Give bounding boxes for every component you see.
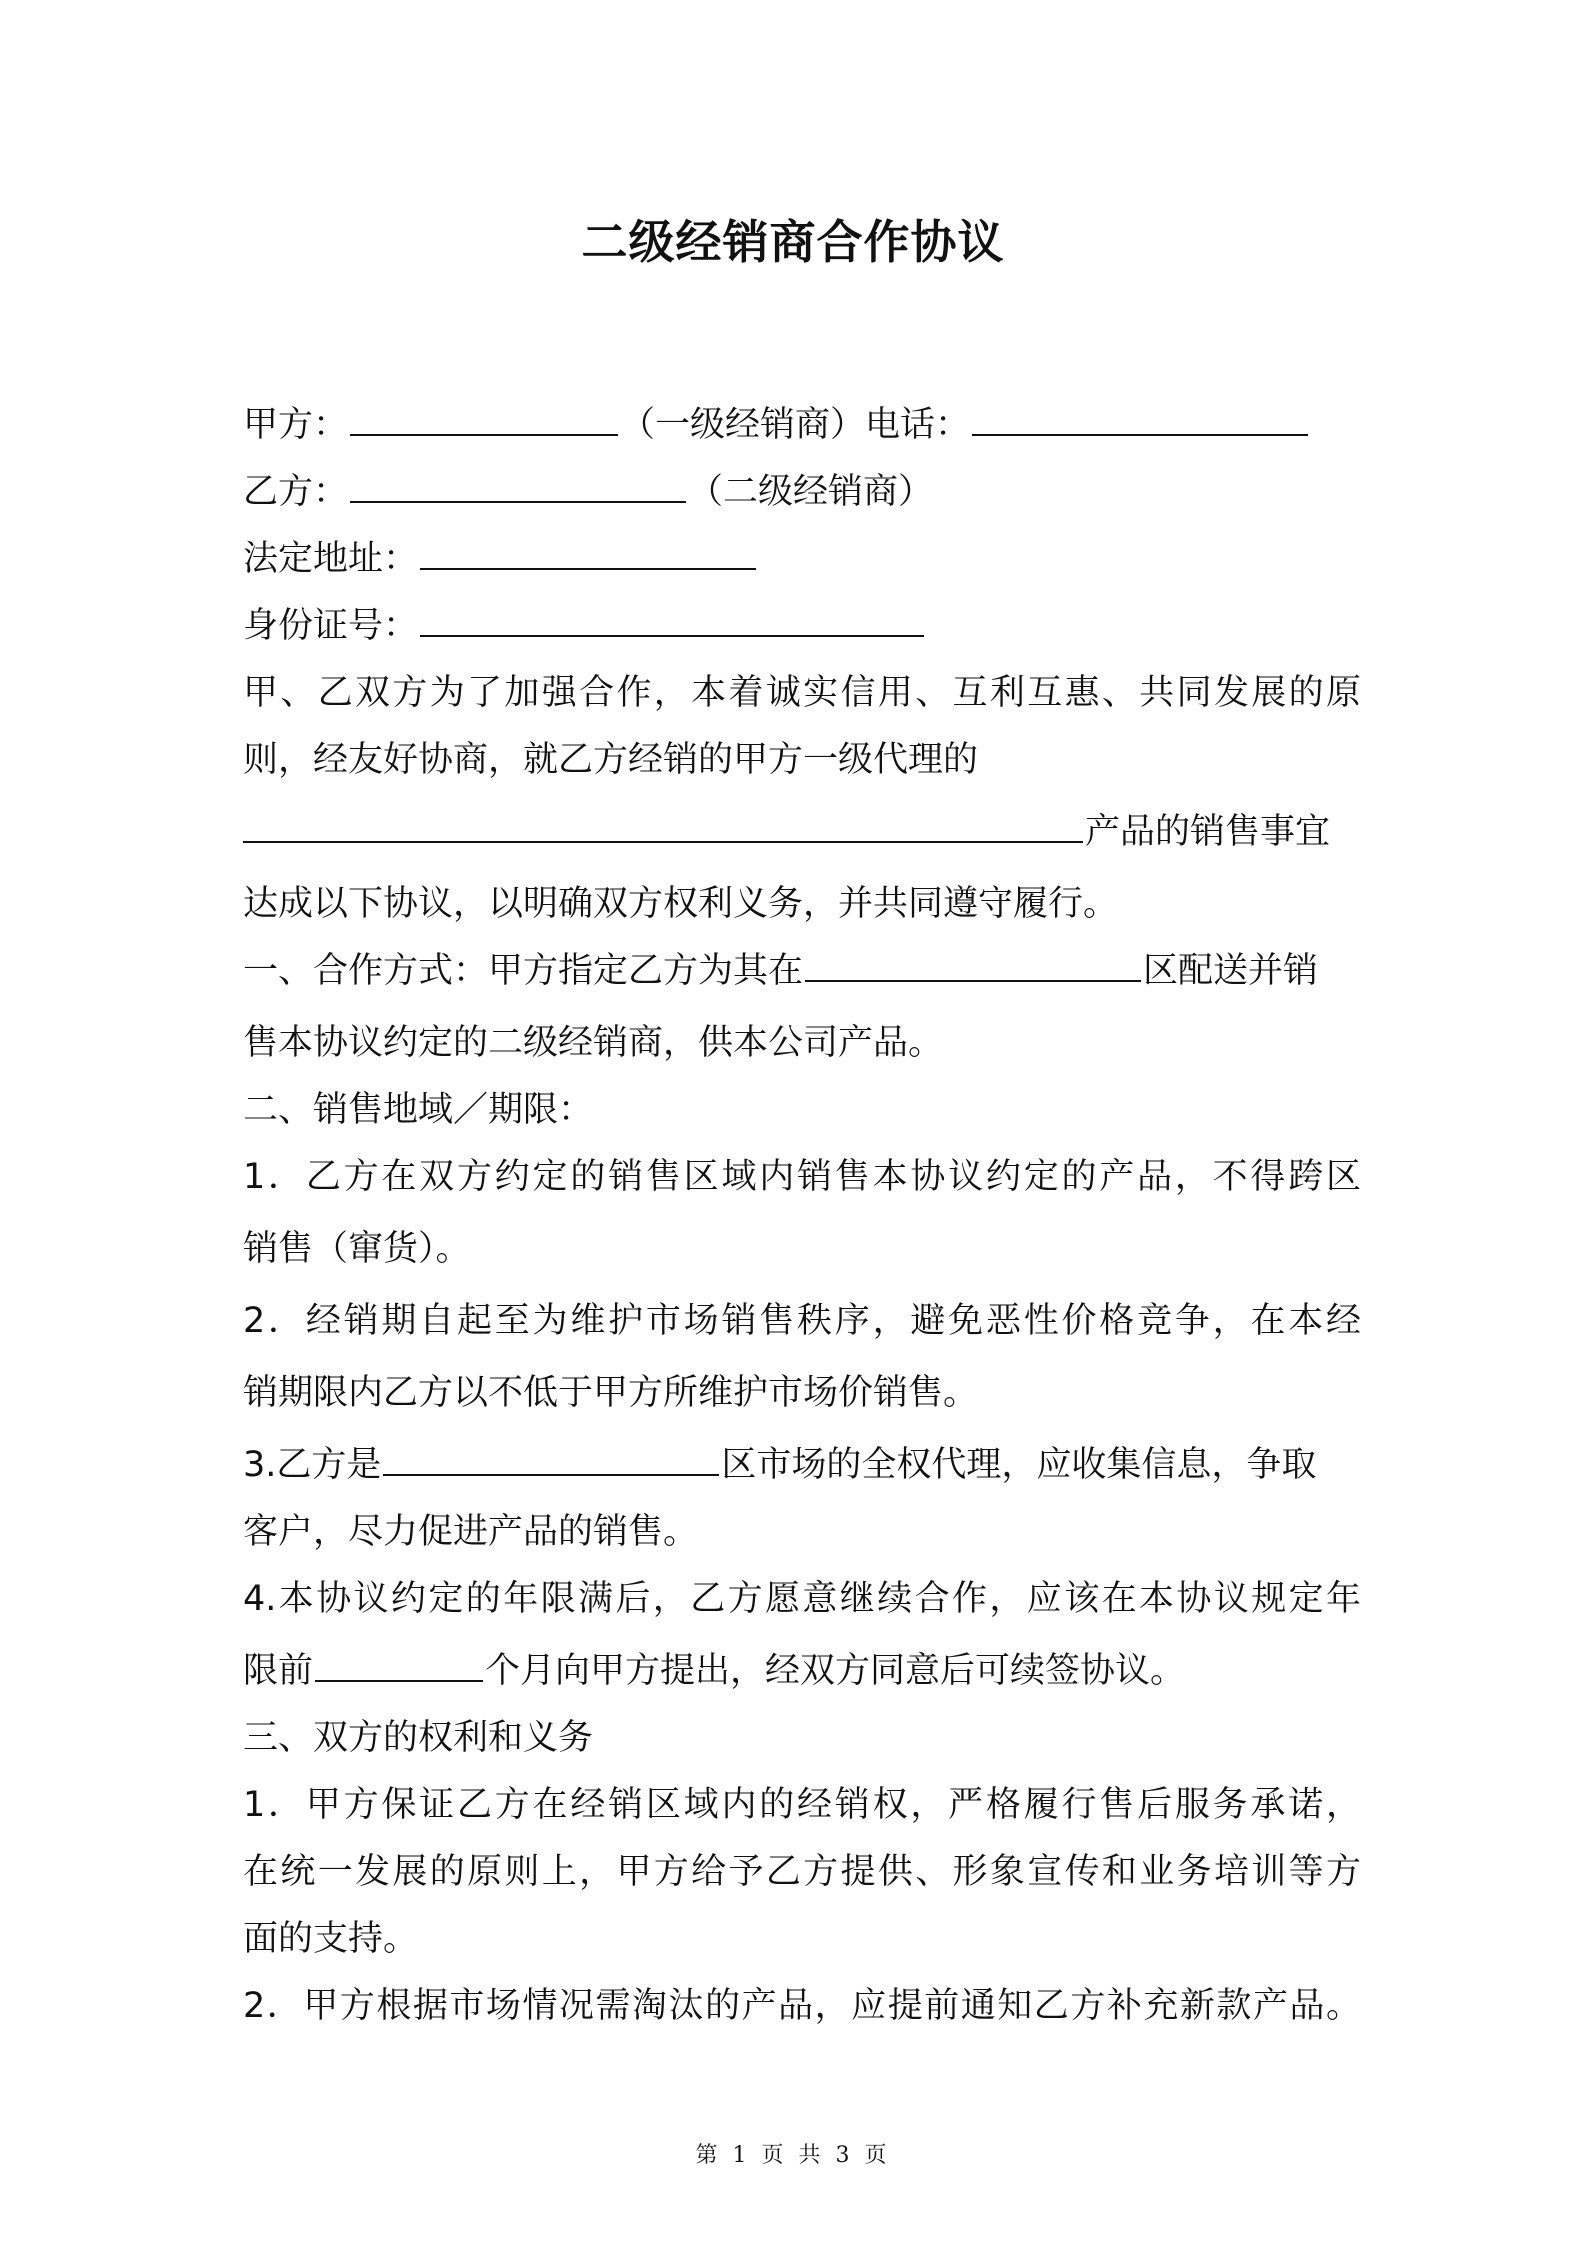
section2-item4-text1: 4.本协议约定的年限满后，乙方愿意继续合作，应该在本协议规定年 bbox=[243, 1579, 1361, 1619]
section2-item1-line2 bbox=[243, 1216, 1361, 1288]
section3-item1-line2 bbox=[243, 1839, 1361, 1906]
section2-item4-line2 bbox=[243, 1638, 1361, 1705]
legal-address-label: 法定地址： bbox=[243, 539, 419, 579]
party-a-name-blank bbox=[350, 398, 618, 436]
section2-item1-line1 bbox=[243, 1144, 1361, 1216]
section3-heading bbox=[243, 1705, 1361, 1772]
section2-item2-text1: 2．经销期自起至为维护市场销售秩序，避免恶性价格竞争，在本经 bbox=[243, 1301, 1361, 1341]
section2-item1-text1: 1．乙方在双方约定的销售区域内销售本协议约定的产品，不得跨区 bbox=[243, 1157, 1361, 1197]
section2-item3-text2: 客户，尽力促进产品的销售。 bbox=[243, 1512, 699, 1552]
section1-line-2 bbox=[243, 1010, 1361, 1077]
section3-item1-text2: 在统一发展的原则上，甲方给予乙方提供、形象宣传和业务培训等方 bbox=[243, 1852, 1361, 1892]
section3-item1-text1: 1．甲方保证乙方在经销区域内的经销权，严格履行售后服务承诺， bbox=[243, 1785, 1361, 1825]
section1-tail: 区配送并销 bbox=[1143, 951, 1319, 991]
party-b-role: （二级经销商） bbox=[688, 472, 934, 512]
intro-text-4: 达成以下协议，以明确双方权利义务，并共同遵守履行。 bbox=[243, 884, 1119, 924]
section2-item2-line2 bbox=[243, 1360, 1361, 1432]
section2-item3-head: 3.乙方是 bbox=[243, 1445, 382, 1485]
section2-item3-tail: 区市场的全权代理，应收集信息，争取 bbox=[721, 1445, 1317, 1485]
section3-item1-line3 bbox=[243, 1906, 1361, 1973]
region-blank bbox=[805, 944, 1141, 982]
section2-item2-text2: 销期限内乙方以不低于甲方所维护市场价销售。 bbox=[243, 1373, 979, 1413]
document-title: 二级经销商合作协议 bbox=[581, 215, 1005, 269]
section3-item1-text3: 面的支持。 bbox=[243, 1919, 419, 1959]
party-a-label: 甲方： bbox=[243, 405, 349, 445]
intro-text-3: 产品的销售事宜 bbox=[1085, 812, 1331, 852]
id-number-blank bbox=[420, 599, 924, 637]
section3-item1-line1 bbox=[243, 1772, 1361, 1839]
product-name-blank bbox=[243, 805, 1083, 843]
page-number-footer: 第 1 页 共 3 页 bbox=[695, 2143, 891, 2168]
legal-address-blank bbox=[420, 532, 756, 570]
intro-text-1: 甲、乙双方为了加强合作，本着诚实信用、互利互惠、共同发展的原 bbox=[243, 673, 1361, 713]
intro-line-3 bbox=[243, 799, 1361, 871]
section2-item4-line1 bbox=[243, 1566, 1361, 1638]
section2-heading-text: 二、销售地域／期限： bbox=[243, 1090, 594, 1130]
section2-item3-line2 bbox=[243, 1499, 1361, 1566]
section3-item2-text1: 2．甲方根据市场情况需淘汰的产品，应提前通知乙方补充新款产品。 bbox=[243, 1986, 1361, 2026]
intro-line-4 bbox=[243, 871, 1361, 938]
id-number-line bbox=[243, 593, 1361, 660]
section3-heading-text: 三、双方的权利和义务 bbox=[243, 1718, 594, 1758]
intro-text-2: 则，经友好协商，就乙方经销的甲方一级代理的 bbox=[243, 740, 979, 780]
section1-text-2: 售本协议约定的二级经销商，供本公司产品。 bbox=[243, 1023, 944, 1063]
section1-line-1 bbox=[243, 938, 1361, 1010]
section2-item1-text2: 销售（窜货）。 bbox=[243, 1229, 471, 1269]
section2-item4-tail: 个月向甲方提出，经双方同意后可续签协议。 bbox=[485, 1651, 1186, 1691]
months-blank bbox=[315, 1644, 483, 1682]
agency-region-blank bbox=[383, 1438, 719, 1476]
party-b-line bbox=[243, 459, 1361, 526]
document-body bbox=[243, 392, 1361, 2040]
intro-line-2 bbox=[243, 727, 1361, 799]
section2-item2-line1 bbox=[243, 1288, 1361, 1360]
section2-item4-head: 限前 bbox=[243, 1651, 314, 1691]
legal-address-line bbox=[243, 526, 1361, 593]
party-b-name-blank bbox=[350, 465, 686, 503]
party-a-role: （一级经销商）电话： bbox=[620, 405, 971, 445]
section1-head: 一、合作方式：甲方指定乙方为其在 bbox=[243, 951, 804, 991]
section2-item3-line1 bbox=[243, 1432, 1361, 1499]
party-b-label: 乙方： bbox=[243, 472, 349, 512]
section3-item2-line1 bbox=[243, 1973, 1361, 2040]
id-number-label: 身份证号： bbox=[243, 606, 419, 646]
section2-heading bbox=[243, 1077, 1361, 1144]
intro-line-1 bbox=[243, 660, 1361, 727]
party-a-line bbox=[243, 392, 1361, 459]
party-a-phone-blank bbox=[972, 398, 1308, 436]
